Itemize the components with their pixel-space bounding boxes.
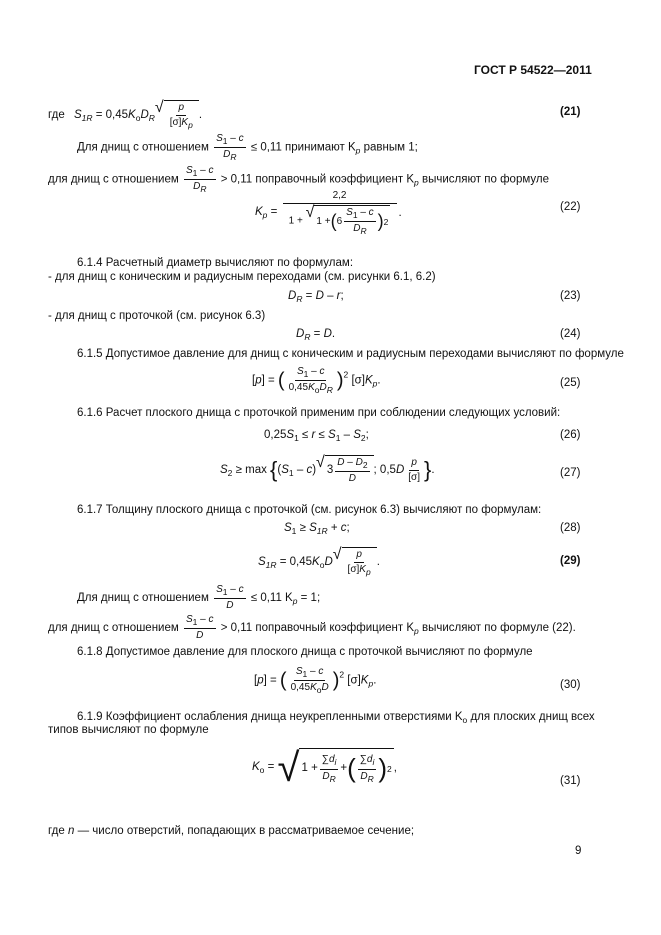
kp2-text-b: > 0,11 поправочный коэффициент K [220,173,415,186]
kp-flat-correction-line: для днищ с отношением $\frac{S_1 - c}{D}$ > 0,11 поправочный коэффициент $K_p$ вычисляют по формуле (22). [48,614,576,642]
kp-equals-one-line: Для днищ с отношением $\frac{S_1 - c}{D_R}$ ≤ 0,11 принимают $K_p$ равным 1; [77,133,418,163]
s619-text-b: для плоских днищ всех [467,711,595,723]
eq30-number: (30) [560,679,581,691]
where-n-symbol: n [67,825,75,837]
where-n-text-a: где [48,825,68,837]
eq24-formula: $D_R = D$. [296,328,336,342]
section-6-1-6: 6.1.6 Расчет плоского днища с проточкой применим при соблюдении следующих условий: [77,407,561,419]
kp1-text-b: ≤ 0,11 принимают K [250,141,356,154]
eq21-line [48,100,202,130]
eq26-formula: $0,25S_1 \le r \le S_1 - S_2$; [264,429,369,443]
section-6-1-4-item1: - для днищ с коническим и радиусным переходами (см. рисунки 6.1, 6.2) [48,271,436,283]
s619-text-a: 6.1.9 Коэффициент ослабления днища неукрепленными отверстиями K [77,711,463,723]
kp3-text-a: Для днищ с отношением [77,592,209,605]
eq26-number: (26) [560,429,581,441]
eq28-formula: $S_1 \ge S_{1R} + c$; [284,522,350,536]
section-6-1-8: 6.1.8 Допустимое давление для плоского днища с проточкой вычисляют по формуле [77,646,533,658]
eq31-formula: $K_o$ = √ 1 + $\frac{\sum d_i}{D_R}$ + ( $\frac{\sum d_i}{D_R}$ ) 2 , [252,746,397,790]
s1-c-over-d-fraction-2: $\frac{S_1 - c}{D}$ [186,614,214,642]
eq21-number: (21) [560,106,581,118]
where-n-text-c: — число отверстий, попадающих в рассматриваемое сечение; [74,825,415,837]
kp-correction-line: для днищ с отношением $\frac{S_1 - c}{D_R}$ > 0,11 поправочный коэффициент $K_p$ вычисляют по формуле [48,165,549,195]
kp-flat-one-line: Для днищ с отношением $\frac{S_1 - c}{D}$ ≤ 0,11 $K_p = 1$; [77,584,321,612]
s1-c-over-dr-fraction: $\frac{S_1 - c}{D_R}$ [216,133,244,163]
s1-c-over-d-fraction: $\frac{S_1 - c}{D}$ [216,584,244,612]
eq23-formula: $D_R = D - r$; [288,290,344,304]
eq29-formula: $S_{1R} = 0,45K_oD$ √ $\frac{p}{[\sigma]K_p}$ . [258,546,380,577]
kp3-text-c: = 1; [297,592,321,605]
kp2-text-c: вычисляют по формуле [418,173,549,186]
eq24-number: (24) [560,328,581,340]
eq22-number: (22) [560,201,581,213]
kp3-text-b: ≤ 0,11 K [250,592,293,605]
kp4-text-b: > 0,11 поправочный коэффициент K [220,622,415,635]
kp1-text-a: Для днищ с отношением [77,141,209,154]
kp4-text-c: вычисляют по формуле (22). [418,622,576,635]
eq28-number: (28) [560,522,581,534]
kp1-text-c: равным 1; [360,141,418,154]
eq25-number: (25) [560,377,581,389]
document-header: ГОСТ Р 54522—2011 [474,63,592,77]
kp2-text-a: для днищ с отношением [48,173,179,186]
s1-c-over-dr-fraction-2: $\frac{S_1 - c}{D_R}$ [186,165,214,195]
section-6-1-7: 6.1.7 Толщину плоского днища с проточкой (см. рисунок 6.3) вычисляют по формулам: [77,504,542,516]
where-n-line [48,825,414,839]
kp4-text-a: для днищ с отношением [48,622,179,635]
section-6-1-5: 6.1.5 Допустимое давление для днищ с коническим и радиусным переходами вычисляют по формуле [77,348,624,360]
eq30-formula: [p] = ( $\frac{S_1 - c}{0,45K_oD}$ )$^2$ $[\sigma]K_p$. [254,666,377,696]
eq21-prefix: где [48,109,65,122]
eq22-formula: $K_p$ = 2,2 1 + √ 1 + ( 6 $\frac{S_1 - c}{D_R}$ ) 2 . [255,190,402,237]
eq21-formula: $S_{1R} = 0,45K_oD_R$ √ $\frac{p}{[\sigma]K_p}$ . [74,99,203,130]
eq27-formula: $S_2 \ge \max \{(S_1 - c)$ √ 3 $\frac{D - D_2}{D}$ ; 0,5D $\frac{p}{[\sigma]}$ }. [220,454,435,485]
eq27-number: (27) [560,467,581,479]
section-6-1-4: 6.1.4 Расчетный диаметр вычисляют по формулам: [77,257,354,269]
eq29-number: (29) [560,555,581,567]
page-number: 9 [575,845,582,857]
section-6-1-9-line2: типов вычисляют по формуле [48,724,209,736]
section-6-1-4-item2: - для днищ с проточкой (см. рисунок 6.3) [48,310,266,322]
eq25-formula: [p] = ( $\frac{S_1 - c}{0,45K_oD_R}$ )$^2$ $[\sigma]K_p$. [252,366,381,396]
eq31-number: (31) [560,775,581,787]
eq23-number: (23) [560,290,581,302]
section-6-1-9-line1: 6.1.9 Коэффициент ослабления днища неукрепленными отверстиями $K_o$ для плоских днищ всех [77,711,595,725]
